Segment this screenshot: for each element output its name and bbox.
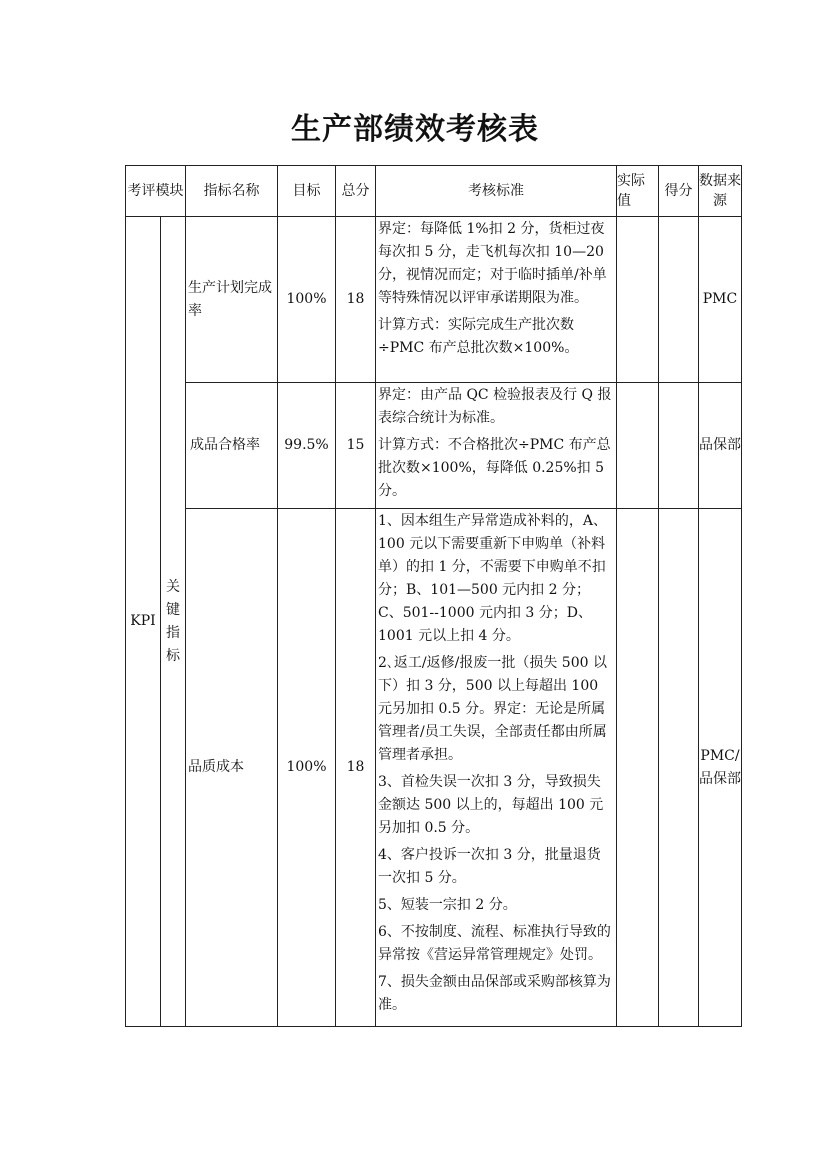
target-value: 100%: [278, 217, 336, 383]
header-total: 总分: [336, 166, 376, 217]
criteria-text: 计算方式：不合格批次÷PMC 布产总批次数×100%，每降低 0.25%扣 5 分。: [378, 437, 611, 499]
score-value: [659, 509, 699, 1027]
page-title: 生产部绩效考核表: [291, 112, 539, 147]
score-value: [659, 383, 699, 509]
indicator-name: 生产计划完成率: [186, 217, 278, 383]
table-row: [126, 217, 742, 383]
data-source: PMC: [699, 217, 742, 383]
criteria-text: 7、损失金额由品保部或采购部核算为准。: [378, 974, 611, 1013]
actual-value: [617, 509, 659, 1027]
table-row: [126, 383, 742, 509]
criteria-text: 4、客户投诉一次扣 3 分，批量退货一次扣 5 分。: [378, 847, 601, 886]
header-actual: 实际值: [617, 166, 659, 217]
criteria-cell: [376, 217, 617, 383]
kpi-table: [125, 165, 742, 1027]
header-score: 得分: [659, 166, 699, 217]
total-score: 15: [336, 383, 376, 509]
actual-value: [617, 383, 659, 509]
criteria-text: 2､返工/返修/报废一批（损失 500 以下）扣 3 分，500 以上每超出 100 元另加扣 0.5 分。界定：无论是所属管理者/员工失误，全部责任都由所属管理者承担。: [378, 655, 607, 763]
data-source: PMC/品保部: [699, 509, 742, 1027]
target-value: 99.5%: [278, 383, 336, 509]
criteria-text: 3、首检失误一次扣 3 分，导致损失金额达 500 以上的，每超出 100 元另加扣 0.5 分。: [378, 774, 604, 836]
header-module: 考评模块: [126, 166, 186, 217]
actual-value: [617, 217, 659, 383]
header-source: 数据来源: [699, 166, 742, 217]
module-kpi: KPI: [126, 217, 161, 1027]
data-source: 品保部: [699, 383, 742, 509]
header-criteria: 考核标准: [376, 166, 617, 217]
criteria-text: 6、不按制度、流程、标准执行导致的异常按《营运异常管理规定》处罚。: [378, 924, 611, 963]
header-indicator: 指标名称: [186, 166, 278, 217]
target-value: 100%: [278, 509, 336, 1027]
indicator-name: 品质成本: [186, 509, 278, 1027]
criteria-text: 界定：每降低 1%扣 2 分，货柜过夜每次扣 5 分，走飞机每次扣 10—20 分，视情况而定；对于临时插单/补单等特殊情况以评审承诺期限为准。: [378, 221, 607, 306]
criteria-text: 1、因本组生产异常造成补料的，A、100 元以下需要重新下申购单（补料单）的扣 1 分，不需要下申购单不扣分；B、101—500 元内扣 2 分；C、501--1000 元内扣 3 分；D、1001 元以上扣 4 分。: [378, 513, 608, 644]
total-score: 18: [336, 509, 376, 1027]
total-score: 18: [336, 217, 376, 383]
header-row: [126, 166, 742, 217]
score-value: [659, 217, 699, 383]
criteria-text: 计算方式：实际完成生产批次数÷PMC 布产总批次数×100%。: [378, 317, 579, 356]
table-row: [126, 509, 742, 1027]
header-target: 目标: [278, 166, 336, 217]
criteria-text: 5、短装一宗扣 2 分。: [378, 897, 517, 913]
criteria-cell: [376, 509, 617, 1027]
indicator-name: 成品合格率: [186, 383, 278, 509]
criteria-cell: [376, 383, 617, 509]
module-key-indicator: 关键指标: [161, 217, 186, 1027]
criteria-text: 界定：由产品 QC 检验报表及行 Q 报表综合统计为标准。: [378, 387, 612, 426]
